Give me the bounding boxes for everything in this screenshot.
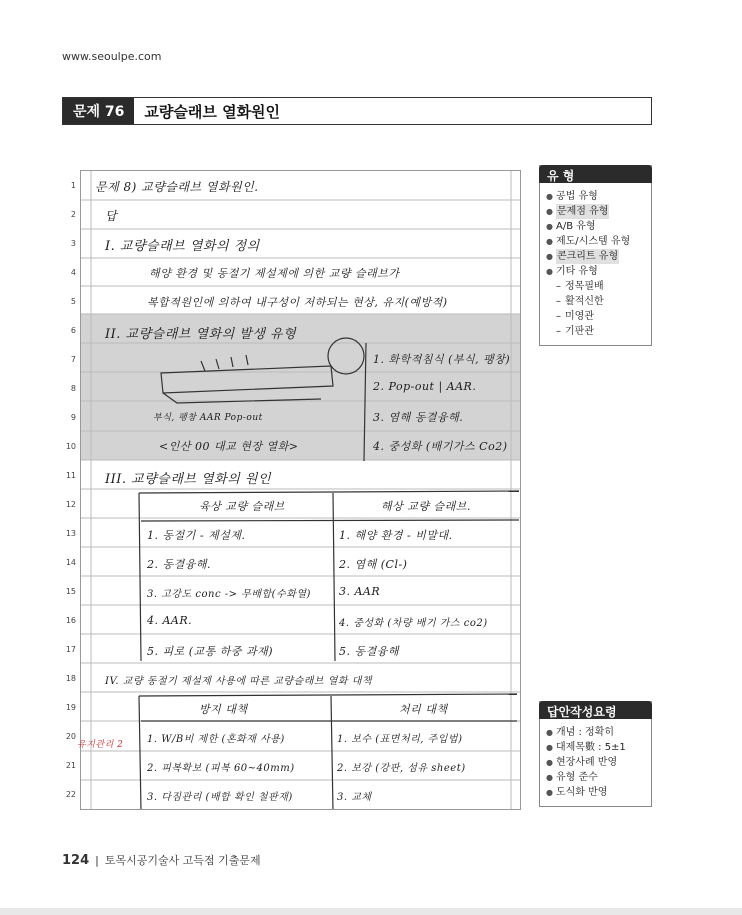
hw-line: 해양 환경 및 동절기 제설제에 의한 교량 슬래브가 — [149, 267, 400, 280]
problem-title: 교량슬래브 열화원인 — [144, 102, 281, 121]
line-number: 9 — [70, 413, 76, 422]
type-item: ● 공법 유형 — [546, 191, 598, 202]
tip-item: ● 유형 준수 — [546, 772, 598, 783]
page-footer: 124 | 토목시공기술사 고득점 기출문제 — [62, 853, 261, 868]
hw-cell: 3. AAR — [339, 585, 381, 598]
hw-line: 답 — [105, 209, 118, 223]
hw-cell: 3. 다짐관리 (배합 확인 철판재) — [147, 792, 293, 803]
line-number: 16 — [65, 616, 76, 625]
bullet-icon: ● — [546, 252, 553, 261]
tip-item: ● 대제목數 : 5±1 — [546, 742, 626, 753]
line-number: 1 — [70, 181, 76, 190]
type-item: ● 제도/시스템 유형 — [546, 236, 631, 247]
bullet-icon: ● — [546, 267, 553, 276]
problem-title-bar — [62, 97, 652, 125]
hw-cell: 2. 염해 (Cl-) — [339, 558, 408, 571]
bottom-rule — [0, 908, 742, 915]
hw-table-header: 육상 교량 슬래브 — [199, 500, 285, 513]
bullet-icon: ● — [546, 222, 553, 231]
page-number: 124 — [62, 853, 90, 868]
hw-cell: 2. 동결융해. — [147, 558, 211, 571]
line-number: 2 — [70, 210, 76, 219]
hw-cell: 1. 동절기 - 제설제. — [147, 529, 246, 542]
line-number: 12 — [65, 500, 76, 509]
hw-table-header: 해상 교량 슬래브. — [381, 500, 471, 513]
line-number: 3 — [70, 239, 76, 248]
tip-item: ● 개념 : 정확히 — [546, 727, 615, 738]
hw-cell: 5. 피로 (교통 하중 과재) — [147, 645, 274, 658]
answer-sheet — [65, 170, 521, 810]
hw-margin-note: 유지관리 2 — [77, 740, 124, 750]
hw-line: 3. 염해 동결융해. — [373, 411, 464, 424]
line-number: 22 — [65, 790, 76, 799]
tip-item: ● 현장사례 반영 — [546, 757, 618, 768]
hw-heading: II. 교량슬래브 열화의 발생 유형 — [105, 327, 297, 342]
bullet-icon: ● — [546, 743, 553, 752]
hw-cell: 1. 보수 (표면처리, 주입법) — [337, 734, 463, 745]
hw-table-header: 처리 대책 — [399, 703, 448, 716]
line-number: 10 — [65, 442, 76, 451]
hw-cell: 3. 교체 — [337, 792, 372, 803]
hw-line: 부식, 팽창 AAR Pop-out — [153, 413, 263, 423]
type-item: ● 문제점 유형 — [546, 206, 609, 217]
bullet-icon: ● — [546, 728, 553, 737]
hw-line: 2. Pop-out | AAR. — [373, 380, 477, 393]
line-number: 4 — [70, 268, 76, 277]
line-number: 14 — [65, 558, 76, 567]
hw-heading: III. 교량슬래브 열화의 원인 — [105, 472, 272, 487]
hw-heading: IV. 교량 동절기 제설제 사용에 따른 교량슬래브 열화 대책 — [105, 676, 373, 687]
type-sub-item: – 기판관 — [556, 326, 594, 337]
line-number: 6 — [70, 326, 76, 335]
hw-line: 4. 중성화 (배기가스 Co2) — [373, 440, 508, 453]
type-item: ● 콘크리트 유형 — [546, 251, 619, 262]
bullet-icon: ● — [546, 773, 553, 782]
line-number: 20 — [65, 732, 76, 741]
line-number: 18 — [65, 674, 76, 683]
type-item: ● A/B 유형 — [546, 221, 596, 232]
bullet-icon: ● — [546, 788, 553, 797]
hw-line: 1. 화학적침식 (부식, 팽창) — [373, 353, 511, 366]
line-number: 8 — [70, 384, 76, 393]
answer-tips-list — [540, 719, 651, 806]
type-sub-item: – 활적신한 — [556, 296, 604, 307]
bullet-icon: ● — [546, 237, 553, 246]
answer-tips-heading: 답안작성요령 — [539, 701, 652, 719]
line-number: 19 — [65, 703, 76, 712]
line-number: 13 — [65, 529, 76, 538]
type-sub-item: – 정목필배 — [556, 281, 604, 292]
tip-item: ● 도식화 반영 — [546, 787, 608, 798]
line-number: 7 — [70, 355, 76, 364]
hw-heading: I. 교량슬래브 열화의 정의 — [105, 239, 260, 254]
type-list — [540, 183, 651, 345]
line-number: 11 — [65, 471, 76, 480]
hw-cell: 3. 고강도 conc -> 무배합(수화열) — [147, 589, 311, 600]
hw-table-header: 방지 대책 — [199, 703, 248, 716]
bullet-icon: ● — [546, 207, 553, 216]
line-number: 17 — [65, 645, 76, 654]
type-box-heading: 유 형 — [539, 165, 652, 183]
problem-number: 문제 76 — [63, 98, 134, 124]
bullet-icon: ● — [546, 758, 553, 767]
hw-cell: 5. 동결융해 — [339, 645, 399, 658]
book-title: 토목시공기술사 고득점 기출문제 — [104, 854, 261, 867]
hw-cell: 2. 피복확보 (피복 60~40mm) — [147, 763, 295, 774]
type-sub-item: – 미영관 — [556, 311, 594, 322]
hw-line: 문제 8) 교량슬래브 열화원인. — [95, 180, 259, 194]
line-number: 21 — [65, 761, 76, 770]
line-number: 15 — [65, 587, 76, 596]
bullet-icon: ● — [546, 192, 553, 201]
line-number: 5 — [70, 297, 76, 306]
hw-cell: 2. 보강 (강판, 섬유 sheet) — [337, 763, 466, 774]
site-url[interactable]: www.seoulpe.com — [62, 50, 162, 63]
hw-cell: 1. 해양 환경 - 비말대. — [339, 529, 453, 542]
answer-tips-box — [539, 701, 652, 807]
hw-line: <인산 00 대교 현장 열화> — [159, 440, 299, 453]
hw-cell: 1. W/B비 제한 (혼화재 사용) — [147, 734, 285, 745]
type-item: ● 기타 유형 — [546, 266, 598, 277]
hw-cell: 4. AAR. — [147, 614, 193, 627]
hw-cell: 4. 중성화 (차량 배기 가스 co2) — [339, 618, 488, 629]
type-box — [539, 165, 652, 346]
hw-line: 복합적원인에 의하여 내구성이 저하되는 현상, 유지(예방적) — [147, 296, 448, 309]
